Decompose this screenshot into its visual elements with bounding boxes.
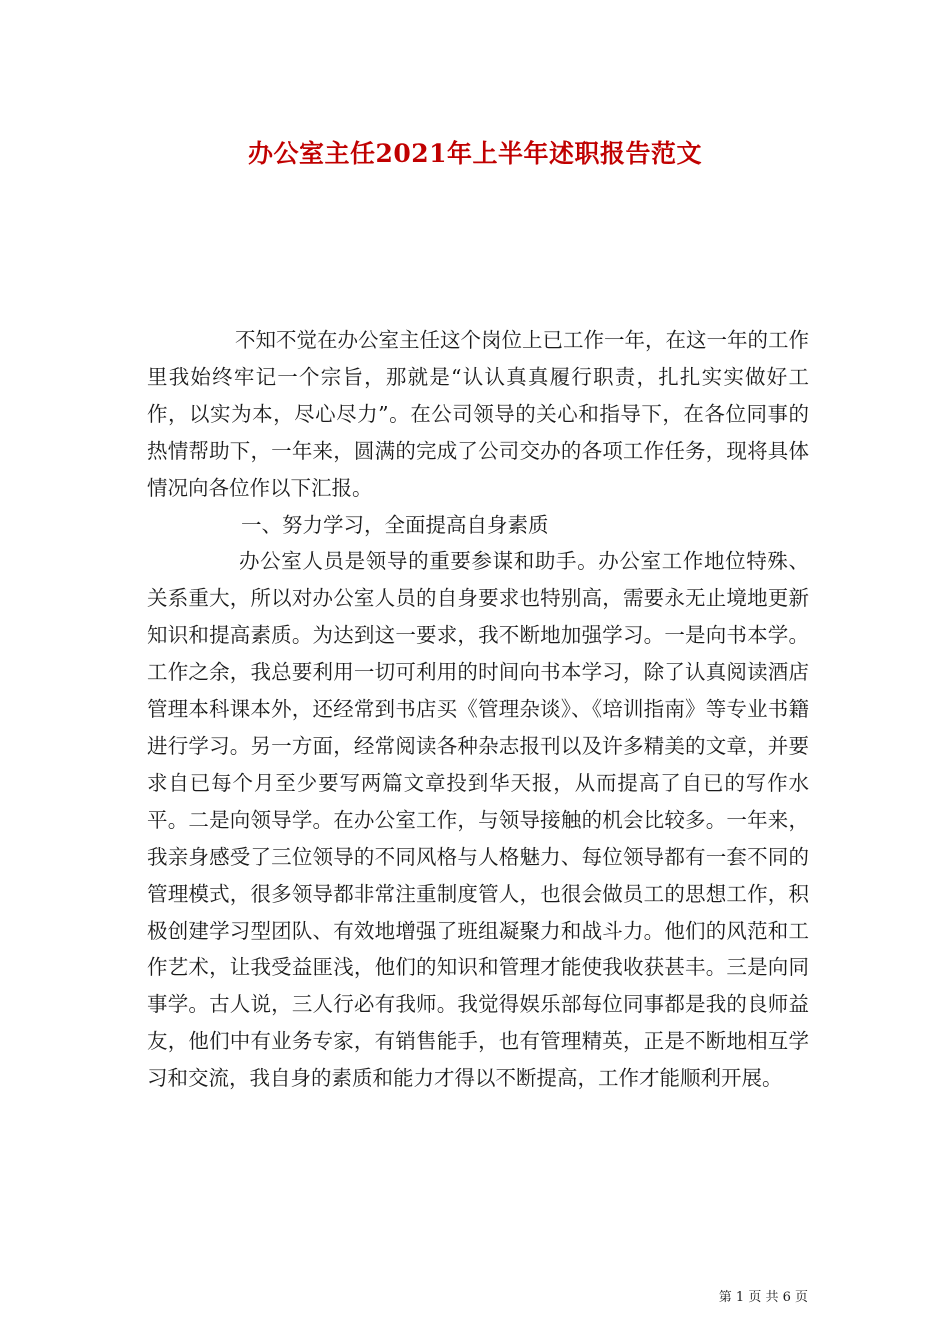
body-paragraph: 办公室人员是领导的重要参谋和助手。办公室工作地位特殊、关系重大，所以对办公室人员的自身要求也特别高，需要永无止境地更新知识和提高素质。为达到这一要求，我不断地加强学习。一是向书本学。工作之余，我总要利用一切可利用的时间向书本学习，除了认真阅读酒店管理本科课本外，还经常到书店买《管理杂谈》、《培训指南》等专业书籍进行学习。另一方面，经常阅读各种杂志报刊以及许多精美的文章，并要求自已每个月至少要写两篇文章投到华天报，从而提高了自已的写作水平。二是向领导学。在办公室工作，与领导接触的机会比较多。一年来，我亲身感受了三位领导的不同风格与人格魅力、每位领导都有一套不同的管理模式，很多领导都非常注重制度管人，也很会做员工的思想工作，积极创建学习型团队、有效地增强了班组凝聚力和战斗力。他们的风范和工作艺术，让我受益匪浅，他们的知识和管理才能使我收获甚丰。三是向同事学。古人说，三人行必有我师。我觉得娱乐部每位同事都是我的良师益友，他们中有业务专家，有销售能手，也有管理精英，正是不断地相互学习和交流，我自身的素质和能力才得以不断提高，工作才能顺利开展。 [147, 549, 809, 1091]
page-number: 第 1 页 共 6 页 [718, 1290, 808, 1305]
document-title: 办公室主任2021年上半年述职报告范文 [247, 139, 703, 168]
document-body [147, 322, 809, 1097]
section-heading: 一、努力学习，全面提高自身素质 [241, 512, 549, 537]
intro-paragraph: 不知不觉在办公室主任这个岗位上已工作一年，在这一年的工作里我始终牢记一个宗旨，那就是“认认真真履行职责，扎扎实实做好工作，以实为本，尽心尽力”。在公司领导的关心和指导下，在各位同事的热情帮助下，一年来，圆满的完成了公司交办的各项工作任务，现将具体情况向各位作以下汇报。 [147, 328, 809, 500]
